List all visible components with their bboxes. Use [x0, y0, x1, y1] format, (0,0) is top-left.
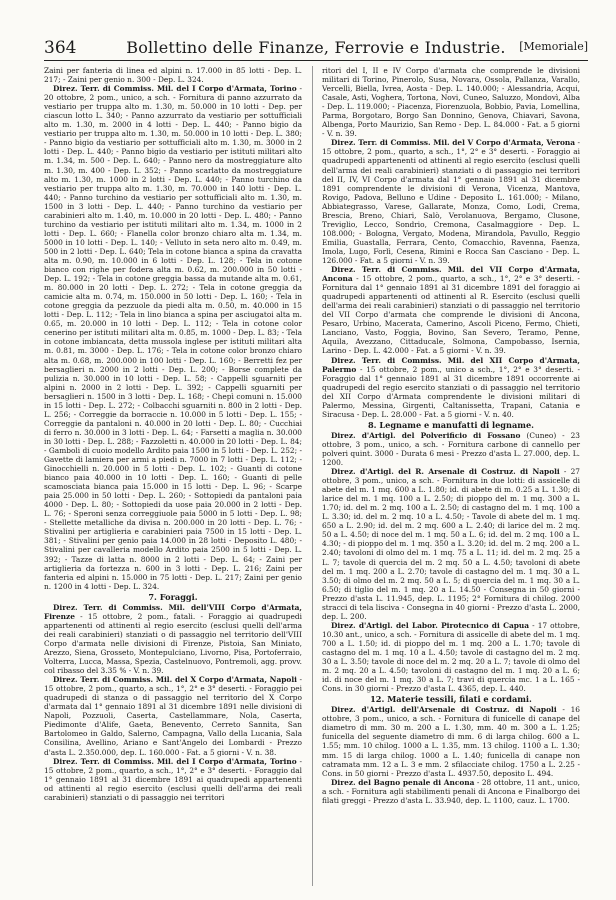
entry-paragraph [322, 705, 580, 777]
entry-paragraph [322, 467, 580, 621]
section-heading: 12. Materie tessili, filati e cordami. [370, 694, 532, 705]
entry-lead: Direz. Terr. di Commiss. Mil. del I Corpo d'Armata, Torino [53, 756, 297, 766]
entry-paragraph [322, 265, 580, 355]
entry-lead: Direz. Terr. di Commiss. Mil. del V Corpo d'Armata, Verona [331, 138, 576, 148]
entry-text: - 15 ottobre, 2 pom., fatali. - Foraggio ai quadrupedi appartenenti od attinenti al regio esercito (esclusi quelli dell'arma dei reali carabinieri) stanziati o di passaggio nel territorio dell'VIII Corpo d'armata nelle divisioni di Firenze, Pistoia, San Miniato, Arezzo, Siena, Grosseto, Montepulciano, Livorno, Pisa, Portoferraio, Volterra, Lucca, Massa, Spezia, Castelnuovo, Pontremoli, agg. provv. col ribasso del 3.35 % - V. n. 39. [44, 611, 302, 676]
entry-text: - 28 ottobre, 11 ant., unico, a sch. - Fornitura agli stabilimenti penali di Ancona e Finalborgo dei filati greggi - Prezzo d'asta L. 33.940, dep. L. 1100, cauz. L. 1700. [322, 777, 580, 805]
entry-lead: Direz. Terr. di Commiss. Mil. del VII Corpo d'Armata, Ancona [322, 265, 580, 284]
entry-text: - 15 ottobre, 2 pom., quarto, a sch., 1°, 2° e 3° deserti. - Foraggio ai quadrupedi appartenenti od attinenti al regio esercito (esclusi quelli dell'arma dei reali carabinieri) stanziati o di passaggio nei territori del II, IV, VI Corpo d'armata dal 1° gennaio 1891 al 31 dicembre 1891 comprendente le divisioni di Verona, Vicenza, Mantova, Rovigo, Padova, Belluno e Udine - Deposito L. 161.000; - Milano, Abbiategrasso, Varese, Gallarate, Monza, Como, Lodi, Crema, Brescia, Breno, Chiari, Salò, Verolanuova, Bergamo, Clusone, Treviglio, Lecco, Sondrio, Cremona, Casalmaggiore - Dep. L. 108.000; - Bologna, Vergato, Modena, Mirandola, Pavullo, Reggio Emilia, Guastalla, Ferrara, Cento, Comacchio, Ravenna, Faenza, Imola, Lugo, Forlì, Cesena, Rimini e Rocca San Casciano - Dep. L. 126.000 - Fat. a 5 giorni - V. n. 39. [322, 138, 580, 265]
entry-lead: Direz. d'Artigl. dell'Arsenale di Costruz. di Napoli [331, 705, 557, 715]
entry-text: - 15 ottobre, 2 pom., quarto, a sch., 1°, 2° e 3° deserti. - Foraggio dal 1° gennaio 1891 al 31 dicembre 1891 ai quadrupedi appartenenti od attinenti al regio esercito (esclusi quelli dell'arma dei reali carabinieri) stanziati o di passaggio nei territori [44, 756, 302, 802]
entry-paragraph [322, 356, 580, 419]
section-heading: 8. Legname e manufatti di legname. [367, 419, 535, 430]
entry-lead: Direz. Terr. di Commiss. Mil. del XII Corpo d'Armata, Palermo [322, 355, 580, 374]
entry-text: - 17 ottobre, 10.30 ant., unico, a sch. - Fornitura di assicelle di abete del m. 1 mq. 700 a L. 1.50; id. di pioppo del m. 1 mq. 200 a L. 1.70; tavole di castagno del m. 1 mq. 10 a L. 4.50; tavole di castagno del m. 2 mq. 30 a L. 3.50; tavole di noce del m. 2 mq. 20 a L. 7; tavole di olmo del m. 2 mq. 20 a L. 4.50; tavoloni di castagno del m. 1 mq. 20 a L. 6; id. di noce del m. 1 mq. 30 a L. 7; travi di quercia mc. 1 a L. 165 - Cons. in 30 giorni - Prezzo d'asta L. 4365, dep. L. 440. [322, 620, 580, 694]
entry-paragraph [322, 778, 580, 805]
entry-paragraph [44, 603, 302, 675]
entry-lead: Direz. d'Artigl. del Polverificio di Fossano [331, 430, 521, 440]
entry-text: Zaini per fanteria di linea ed alpini n. 17.000 in 85 lotti - Dep. L. 217; - Zaini per genio n. 300 - Dep. L. 324. [44, 66, 302, 85]
entry-text: (Cuneo) - 23 ottobre, 3 pom., unico, a sch. - Fornitura carbone di cannello per polveri quint. 3000 - Durata 6 mesi - Prezzo d'asta L. 27.000, dep. L. 1200. [322, 430, 580, 468]
entry-paragraph [44, 675, 302, 756]
right-column [322, 66, 580, 805]
entry-text: - 15 ottobre, 2 pom., unico a sch., 1°, 2° e 3° deserti. - Foraggio dal 1° gennaio 1891 al 31 dicembre 1891 occorrente ai quadrupedi del regio esercito stanziati o di passaggio nel territorio del XII Corpo d'Armata comprendente le divisioni militari di Palermo, Messina, Girgenti, Caltanissetta, Trapani, Catania e Siracusa - Dep. L. 28.000 - Fat. a 5 giorni - V. n. 40. [322, 364, 580, 419]
entry-lead: Direz. Terr. di Commiss. Mil. del I Corpo d'Armata, Torino [53, 84, 297, 94]
entry-text: - 27 ottobre, 3 pom., unico, a sch. - Fornitura in due lotti: di assicelle di abete del m. 1 mq. 600 a L. 1.80; id. di abete di m. 0.25 a L. 1.30; di larice del m. 1 mq. 100 a L. 2.50; di pioppo del m. 1 mq. 300 a L. 1.70; id. del m. 2 mq. 100 a L. 2.50; di castagno del m. 1 mq. 100 a L. 3.30; id. del m. 2 mq. 10 a L. 4.50; - Tavole di abete del m. 1 mq. 650 a L. 2.90; id. del m. 2 mq. 600 a L. 2.40; di larice del m. 2 mq. 50 a L. 4.50; di noce del m. 1 mq. 50 a L. 6; id. del m. 2 mq. 100 a L. 4.30; - di pioppo del m. 1 mq. 350 a L. 3.20; id. del m. 2 mq. 200 a L. 2.40; tavoloni di olmo del m. 1 mq. 75 a L. 11; id. del m. 2 mq. 25 a L. 7; tavole di quercia del m. 2 mq. 50 a L. 4.50; tavoloni di abete del m. 1 mq. 200 a L. 2.70; tavole di castagno del m. 1 mq. 30 a L. 3.50; di olmo del m. 2 mq. 50 a L. 5; di quercia del m. 1 mq. 30 a L. 6.50; di tiglio del m. 1 mq. 20 a L. 14.50 - Consegna in 50 giorni - Prezzo d'asta L. 11.945, dep. L. 1195; 2° Fornitura di chilog. 2000 stracci di tela lisciva - Consegna in 40 giorni - Prezzo d'asta L. 2000, dep. L. 200. [322, 467, 580, 621]
page-number: 364 [44, 38, 77, 58]
entry-text: - 15 ottobre, 2 pom., quarto, a sch., 1°, 2° e 3° deserti. - Foraggio pei quadrupedi di stanza o di passaggio nel territorio del X Corpo d'armata dal 1° gennaio 1891 al 31 dicembre 1891 nelle divisioni di Napoli, Pozzuoli, Caserta, Castellammare, Nola, Caserta, Piedimonte d'Alife, Gaeta, Benevento, Cerreto Sannita, San Bartolomeo in Galdo, Salerno, Campagna, Vallo della Lucania, Sala Consilina, Avellino, Ariano e Sant'Angelo dei Lombardi - Prezzo d'asta L. 2.350.000, dep. L. 160.000 - Fat. a 5 giorni - V. n. 38. [44, 675, 302, 757]
entry-paragraph [322, 431, 580, 467]
page-title: Bollettino delle Finanze, Ferrovie e Industrie. [126, 38, 506, 57]
entry-lead: Direz. Terr. di Commiss. Mil. dell'VIII Corpo d'Armata, Firenze [44, 602, 302, 621]
entry-text: ritori del I, II e IV Corpo d'armata che comprende le divisioni militari di Torino, Pinerolo, Susa, Novara, Ossola, Pallanza, Varallo, Vercelli, Biella, Ivrea, Aosta - Dep. L. 140.000; - Alessandria, Acqui, Casale, Asti, Voghera, Tortona, Novi, Cuneo, Saluzzo, Mondovì, Alba - Dep. L. 119.000; - Piacenza, Fiorenzuola, Bobbio, Pavia, Lomellina, Parma, Borgotaro, Borgo San Donnino, Genova, Chiavari, Savona, Albenga, Porto Maurizio, San Remo - Dep. L. 84.000 - Fat. a 5 giorni - V. n. 39. [322, 66, 580, 139]
left-column [44, 66, 302, 802]
entry-paragraph [44, 66, 302, 84]
entry-lead: Direz. d'Artigl. del R. Arsenale di Costruz. di Napoli [331, 467, 560, 477]
entry-lead: Direz. Terr. di Commiss. Mil. del X Corpo d'Armata, Napoli [53, 675, 297, 685]
entry-lead: Direz. d'Artigl. del Labor. Pirotecnico di Capua [331, 620, 530, 630]
section-heading: 7. Foraggi. [148, 591, 198, 602]
entry-paragraph [322, 66, 580, 138]
entry-paragraph [44, 757, 302, 802]
page-header [44, 38, 588, 61]
column-divider [312, 66, 313, 886]
section-label: [Memoriale] [519, 40, 588, 53]
entry-text: - 16 ottobre, 3 pom., unico, a sch. - Fornitura di funicelle di canape del diametro di mm. 30 m. 200 a L. 1.30, mm. 40 m. 300 a L. 1.25; funicella del seguente diametro di mm. 6 di larga chilog. 600 a L. 1.55; mm. 10 chilog. 1000 a L. 1.35, mm. 13 chilog. 1100 a L. 1.30; mm. 15 di larga chilog. 1000 a L. 1.40; funicella di canape non catramata mm. 12 a L. 3 e mm. 2 sfilacciate chilog. 1750 a L. 2.25 - Cons. in 50 giorni - Prezzo d'asta L. 4937.50, deposito L. 494. [322, 705, 580, 778]
entry-text: - 15 ottobre, 2 pom., quarto, a sch., 1°, 2° e 3° deserti. - Fornitura dal 1° gennaio 1891 al 31 dicembre 1891 del foraggio ai quadrupedi appartenenti od attinenti al R. Esercito (esclusi quelli dell'arma dei reali carabinieri) stanziati o di passaggio nel territorio del VII Corpo d'armata che comprende le divisioni di Ancona, Pesaro, Urbino, Macerata, Camerino, Ascoli Piceno, Fermo, Chieti, Lanciano, Vasto, Foggia, Bovino, San Severo, Teramo, Penne, Aquila, Avezzano, Cittaducale, Solmona, Campobasso, Isernia, Larino - Dep. L. 42.000 - Fat. a 5 giorni - V. n. 39. [322, 274, 580, 356]
entry-paragraph [322, 621, 580, 693]
entry-text: - 20 ottobre, 2 pom., unico, a sch. - Fornitura di panno azzurrato da vestiario per truppa alto m. 1.30, m. 50.000 in 10 lotti - Dep. per ciascun lotto L. 340; - Panno azzurrato da vestiario per sottufficiali alto m. 1.30, m. 2000 in 4 lotti - Dep. L. 440; - Panno bigio da vestiario per truppa alto m. 1.30, m. 50.000 in 10 lotti - Dep. L. 380; - Panno bigio da vestiario per sottufficiali alto m. 1.30, m. 3000 in 2 lotti - Dep. L. 440; - Panno bigio da vestiario per istituti militari alto m. 1.34, m. 500 - Dep. L. 640; - Panno nero da mostreggiature alto m. 1.30, m. 400 - Dep. L. 352; - Panno scarlatto da mostreggiature alto m. 1.30, m. 1000 in 2 lotti - Dep. L. 440; - Panno turchino da vestiario per truppa alto m. 1.30, m. 70.000 in 140 lotti - Dep. L. 440; - Panno turchino da vestiario per sottufficiali alto m. 1.30, m. 1500 in 3 lotti - Dep. L. 440; - Panno turchino da vestiario per carabinieri alto m. 1.40, m. 10.000 in 20 lotti - Dep. L. 480; - Panno turchino da vestiario per istituti militari alto m. 1.34, m. 1000 in 2 lotti - Dep. L. 660; - Flanella color bronzo chiaro alta m. 1.34, m. 5000 in 10 lotti - Dep. L. 140; - Velluto in seta nero alto m. 0.49, m. 500 in 2 lotti - Dep. L. 640; Tela in cotone bianca a spina da cravatta alta m. 0.90, m. 10.000 in 6 lotti - Dep. L. 128; - Tela in cotone bianco con righe per fodera alta m. 0.62, m. 200.000 in 50 lotti - Dep. L. 192; - Tela in cotone greggia bassa da mutande alta m. 0.61, m. 80.000 in 20 lotti - Dep. L. 272; - Tela in cotone greggia da camicie alta m. 0.74, m. 150.000 in 50 lotti - Dep. L. 160; - Tela in cotone greggia da pezzuole da piedi alta m. 0.50, m. 40.000 in 15 lotti - Dep. L. 112; - Tela in lino bianca a spina per asciugatoi alta m. 0.65, m. 20.000 in 10 lotti - Dep. L. 112; - Tela in cotone color cenerino per istituti militari alta m. 0.85, m. 1000 - Dep. L. 83; - Tela in cotone imbiancata, detta mussola inglese per istituti militari alta m. 0.81, m. 3000 - Dep. L. 176; - Tela in cotone color bronzo chiaro alta m. 0.68, m. 200.000 in 100 lotti - Dep. L. 160; - Berretti fez per bersaglieri n. 2000 in 2 lotti - Dep. L. 200; - Borse complete da pulizia n. 30.000 in 10 lotti - Dep. L. 58; - Cappelli sguarniti per alpini n. 2000 in 2 lotti - Dep. L. 392; - Cappelli sguarniti per bersaglieri n. 1500 in 3 lotti - Dep. L. 168; - Chepì comuni n. 15.000 in 15 lotti - Dep. L. 272; - Colbacchi sguarniti n. 800 in 2 lotti - Dep. L. 256; - Correggie da borraccie n. 10.000 in 5 lotti - Dep. L. 155; - Correggie da pantaloni n. 40.000 in 20 lotti - Dep. L. 80; - Cucchiai di ferro n. 30.000 in 3 lotti - Dep. L. 64; - Farsetti a maglia n. 30.000 in 30 lotti - Dep. L. 288; - Fazzoletti n. 40.000 in 20 lotti - Dep. L. 84; - Gamboli di cuoio modello Ardito paia 1500 in 5 lotti - Dep. L. 252; - Gavette di lamiera per armi a piedi n. 7000 in 7 lotti - Dep. L. 112; - Ginocchielli n. 20.000 in 5 lotti - Dep. L. 102; - Guanti di cotone bianco paia 40.000 in 10 lotti - Dep. L. 160; - Guanti di pelle scamosciata bianca paia 15.000 in 15 lotti - Dep. L. 96; - Scarpe paia 25.000 in 50 lotti - Dep. L. 260; - Sottopiedi da pantaloni paia 4000 - Dep. L. 80; - Sottopiedi da uose paia 20.000 in 2 lotti - Dep. L. 76; - Speroni senza correggiuole paia 5000 in 5 lotti - Dep. L. 98; - Stellette metalliche da divisa n. 200.000 in 20 lotti - Dep. L. 76; - Stivalini per artiglieria e carabinieri paia 7500 in 15 lotti - Dep. L. 381; - Stivalini per genio paia 14.000 in 28 lotti - Deposito L. 480; - Stivalini per cavalleria modello Ardito paia 2500 in 5 lotti - Dep. L. 392; - Tazze di latta n. 8000 in 2 lotti - Dep. L. 64; - Zaini per artiglieria da fortezza n. 600 in 3 lotti - Dep. L. 216; Zaini per fanteria ed alpini n. 15.000 in 75 lotti - Dep. L. 217; Zaini per genio n. 1200 in 4 lotti - Dep. L. 324. [44, 84, 302, 591]
entry-paragraph [322, 138, 580, 265]
entry-lead: Direz. del Bagno penale di Ancona [331, 777, 475, 787]
entry-paragraph [44, 84, 302, 591]
